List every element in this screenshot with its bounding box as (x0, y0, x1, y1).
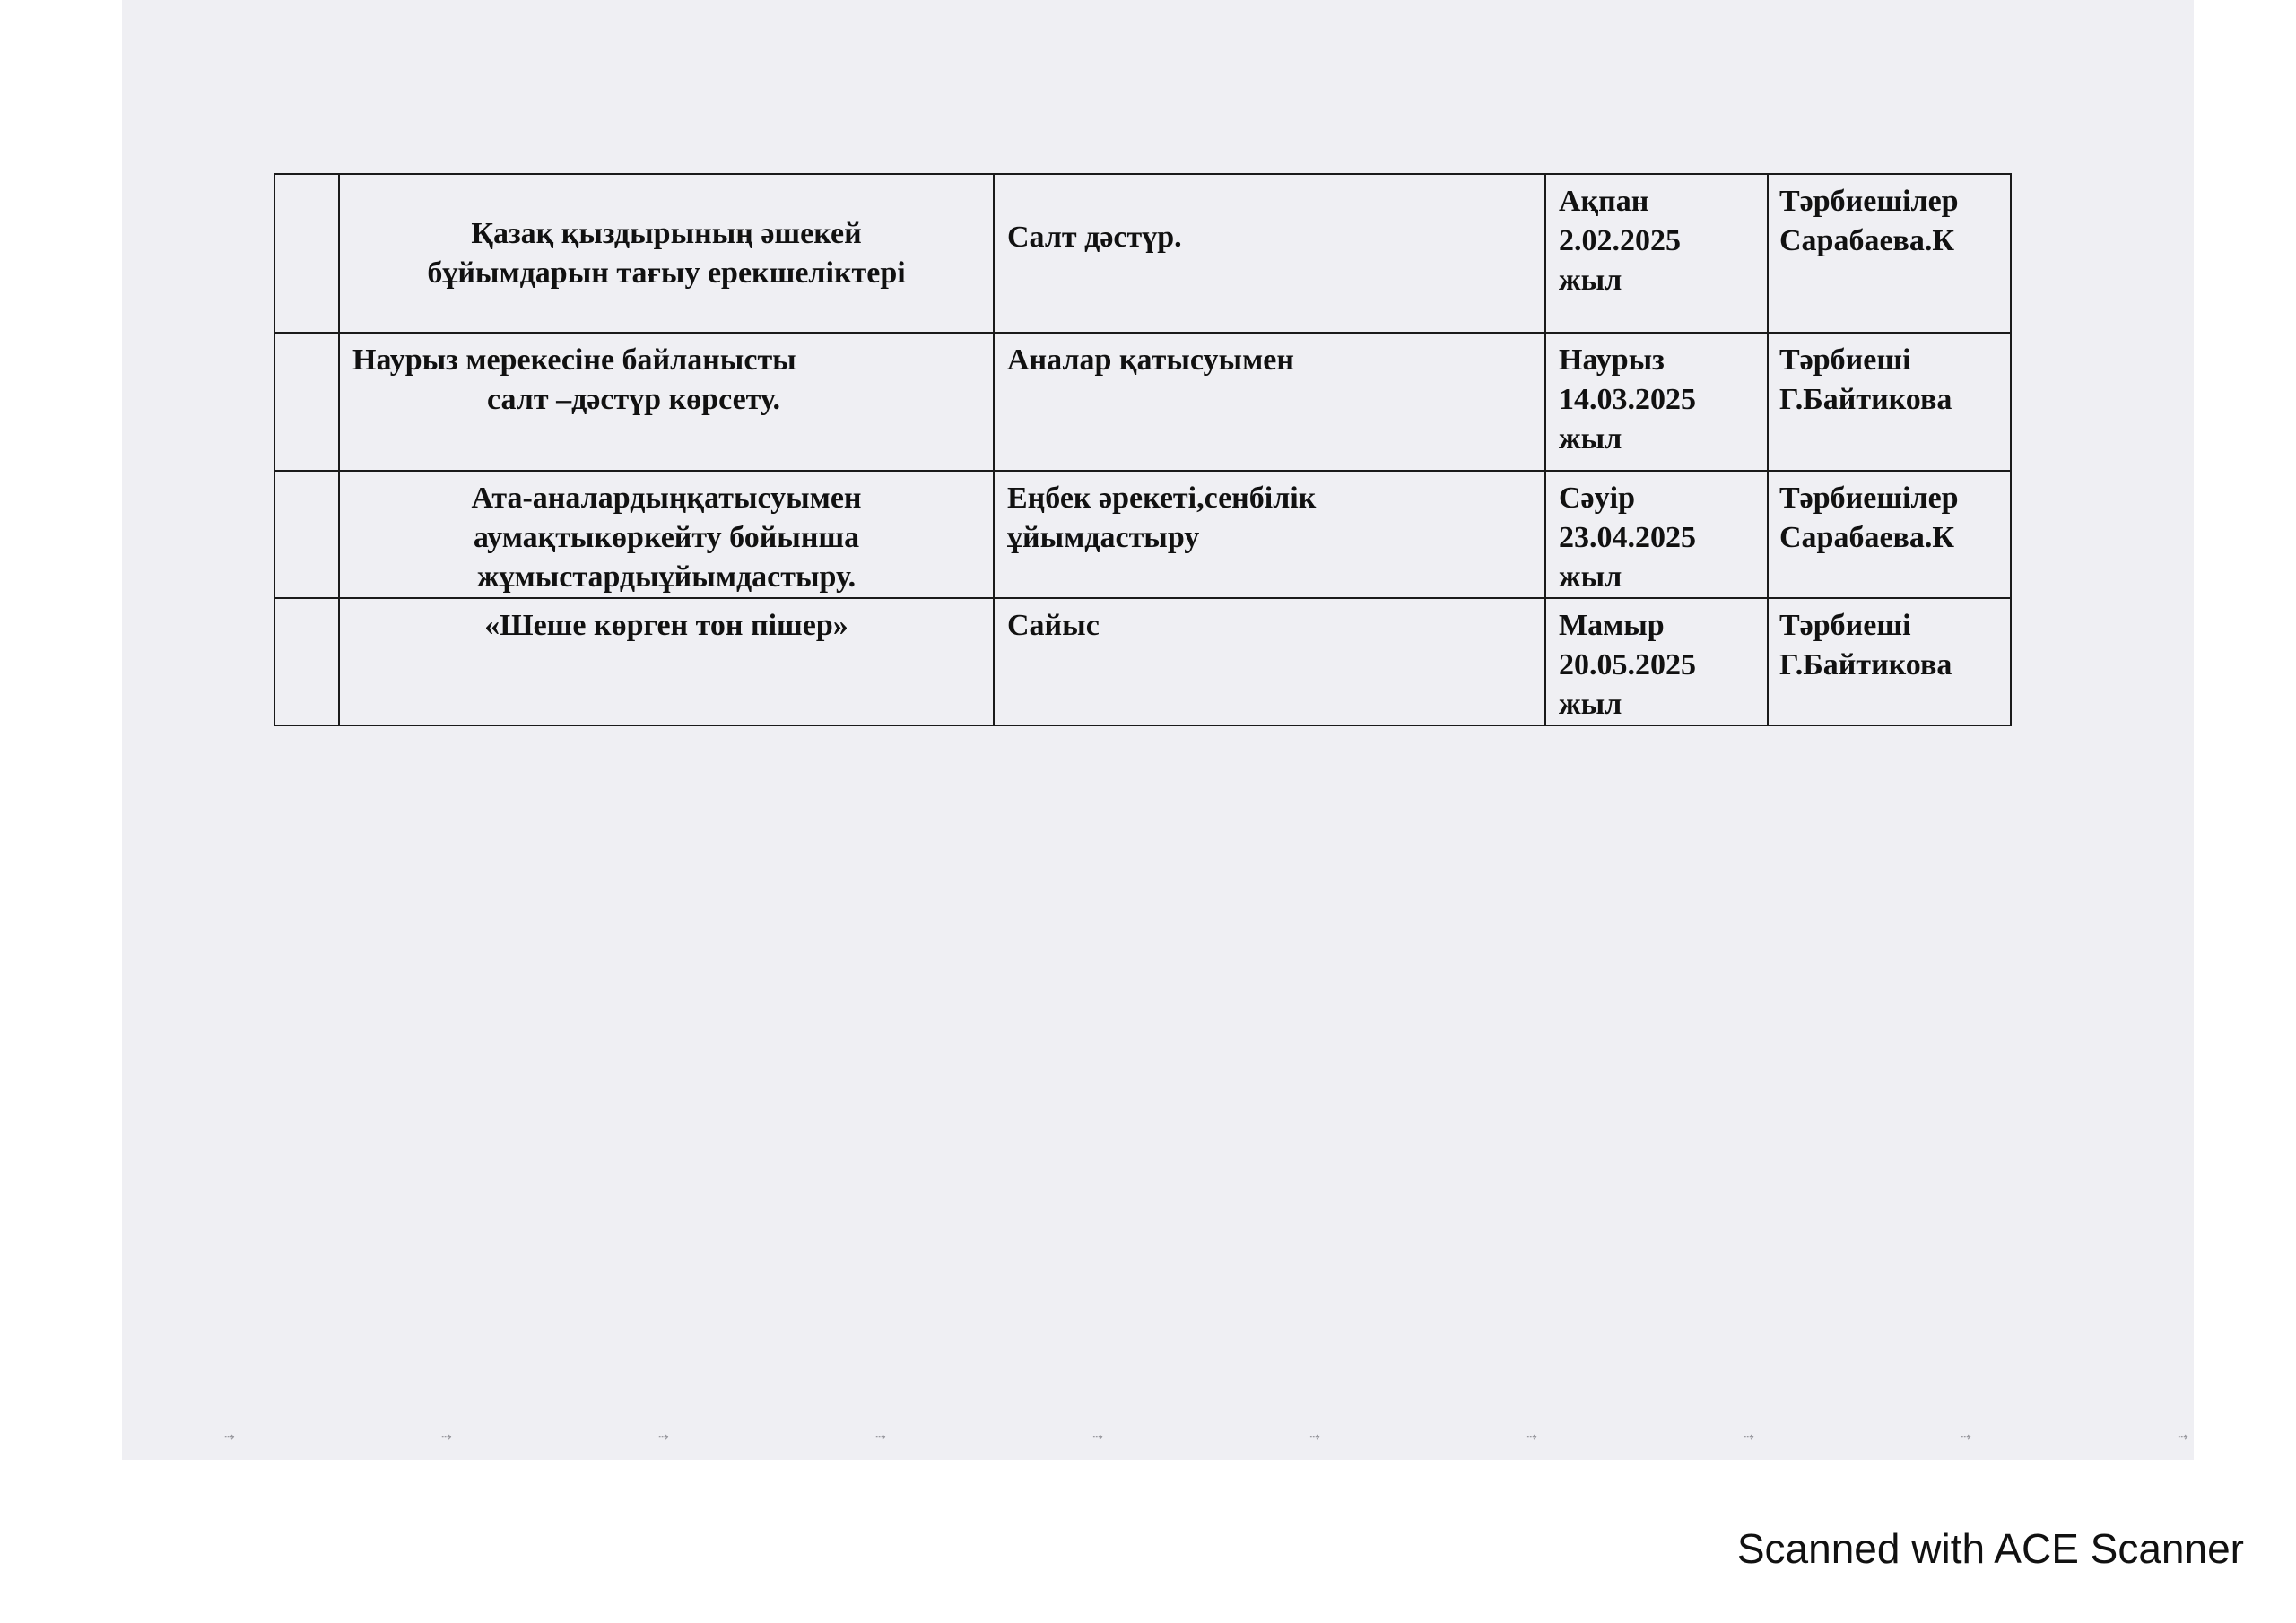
scan-artifact-icon: ⇢ (441, 1430, 452, 1445)
event-title-line: салт –дәстүр көрсету. (487, 383, 781, 416)
event-title-line: «Шеше көрген тон пішер» (484, 609, 848, 642)
scan-artifact-icon: ⇢ (875, 1430, 886, 1445)
event-date: 2.02.2025 (1559, 224, 1681, 257)
scan-artifact-icon: ⇢ (2178, 1430, 2188, 1445)
event-title-line: Қазақ қыздырының әшекей (471, 216, 862, 250)
event-date-cell (1545, 598, 1768, 725)
responsible-cell (1768, 598, 2011, 725)
table-row (274, 471, 2011, 598)
event-date: 14.03.2025 (1559, 383, 1696, 416)
event-month: Сәуір (1559, 482, 1635, 515)
responsible-cell (1768, 174, 2011, 333)
scan-artifact-icon: ⇢ (1744, 1430, 1754, 1445)
event-form-line: Аналар қатысуымен (1007, 343, 1294, 377)
scan-artifact-icon: ⇢ (1526, 1430, 1537, 1445)
event-month: Мамыр (1559, 609, 1665, 642)
responsible-role: Тәрбиеші (1779, 609, 1911, 642)
event-title-cell (339, 174, 994, 333)
event-date-cell (1545, 471, 1768, 598)
scanner-watermark: Scanned with ACE Scanner (1736, 1525, 2244, 1572)
event-form-cell (994, 174, 1545, 333)
event-month: Ақпан (1559, 185, 1649, 218)
table-row (274, 598, 2011, 725)
event-title-cell (339, 471, 994, 598)
row-number-cell (274, 333, 339, 471)
event-schedule-table (274, 173, 2012, 726)
table-row (274, 333, 2011, 471)
responsible-name: Сарабаева.К (1779, 224, 1955, 257)
event-title-cell (339, 598, 994, 725)
event-date: 20.05.2025 (1559, 648, 1696, 681)
event-form-line: Салт дәстүр. (1007, 221, 1182, 254)
event-title-cell (339, 333, 994, 471)
event-form-cell (994, 333, 1545, 471)
responsible-cell (1768, 471, 2011, 598)
responsible-name: Г.Байтикова (1779, 648, 1952, 681)
responsible-name: Сарабаева.К (1779, 521, 1955, 554)
event-title-line: бұйымдарын тағыу ерекшеліктері (427, 256, 906, 290)
scan-artifact-icon: ⇢ (224, 1430, 235, 1445)
row-number-cell (274, 598, 339, 725)
table-row (274, 174, 2011, 333)
event-month: Наурыз (1559, 343, 1665, 377)
row-number-cell (274, 471, 339, 598)
event-form-cell (994, 471, 1545, 598)
scanner-feed-marks (224, 1426, 2188, 1449)
event-form-line: Сайыс (1007, 609, 1100, 642)
event-date-cell (1545, 333, 1768, 471)
scan-artifact-icon: ⇢ (1961, 1430, 1971, 1445)
event-year-word: жыл (1559, 560, 1622, 594)
event-title-line: Наурыз мерекесіне байланысты (352, 343, 796, 377)
event-year-word: жыл (1559, 688, 1622, 721)
event-form-line: ұйымдастыру (1007, 521, 1200, 554)
event-title-line: Ата-аналардыңқатысуымен (471, 482, 862, 515)
scan-artifact-icon: ⇢ (1309, 1430, 1320, 1445)
responsible-role: Тәрбиеші (1779, 343, 1911, 377)
event-form-cell (994, 598, 1545, 725)
scan-artifact-icon: ⇢ (658, 1430, 669, 1445)
row-number-cell (274, 174, 339, 333)
event-year-word: жыл (1559, 422, 1622, 456)
event-title-line: жұмыстардыұйымдастыру. (476, 560, 857, 594)
responsible-role: Тәрбиешілер (1779, 482, 1959, 515)
event-title-line: аумақтыкөркейту бойынша (473, 521, 860, 554)
responsible-name: Г.Байтикова (1779, 383, 1952, 416)
event-year-word: жыл (1559, 264, 1622, 297)
responsible-role: Тәрбиешілер (1779, 185, 1959, 218)
event-date-cell (1545, 174, 1768, 333)
event-form-line: Еңбек әрекеті,сенбілік (1007, 482, 1317, 515)
event-date: 23.04.2025 (1559, 521, 1696, 554)
scan-artifact-icon: ⇢ (1092, 1430, 1103, 1445)
responsible-cell (1768, 333, 2011, 471)
